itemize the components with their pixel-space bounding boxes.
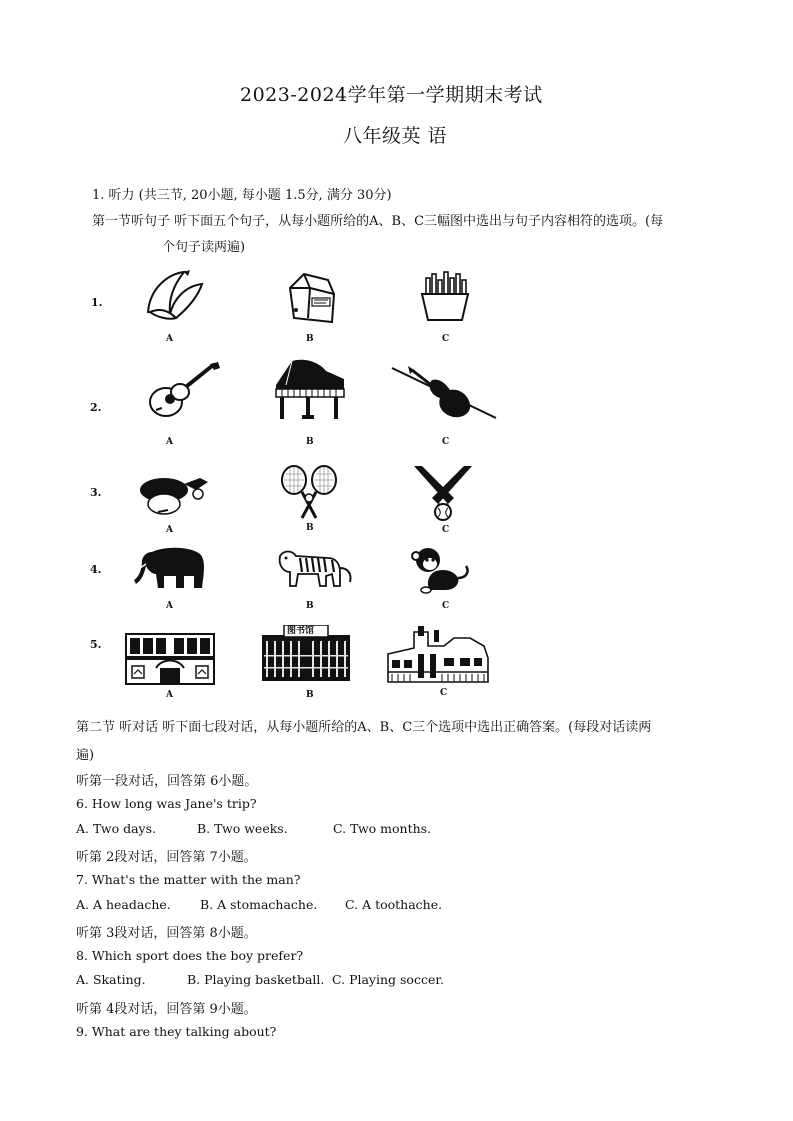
option-letter: C	[442, 601, 450, 611]
dialogue-prompt: 听第 4段对话，回答第 9小题。	[76, 1002, 257, 1017]
option-letter: C	[440, 688, 448, 698]
option-letter: B	[306, 523, 314, 533]
elephant-icon[interactable]	[132, 544, 208, 590]
answer-option-a[interactable]: A. A headache.	[76, 897, 171, 912]
answer-option-a[interactable]: A. Two days.	[76, 821, 156, 836]
question-number: 3.	[90, 486, 102, 499]
answer-option-b[interactable]: B. Two weeks.	[197, 821, 288, 836]
baseball-bats-icon[interactable]	[408, 462, 478, 522]
section1-instruction: 第一节听句子 听下面五个句子，从每小题所给的A、B、C三幅图中选出与句子内容相符的选项。(每	[92, 214, 664, 229]
library-icon[interactable]	[260, 625, 352, 683]
question-text: 8. Which sport does the boy prefer?	[76, 948, 304, 963]
answer-option-c[interactable]: C. Two months.	[333, 821, 432, 836]
dialogue-prompt: 听第 3段对话，回答第 8小题。	[76, 926, 257, 941]
answer-option-c[interactable]: C. Playing soccer.	[332, 972, 444, 987]
option-letter: A	[166, 525, 173, 535]
library-sign-text: 图书馆	[287, 626, 315, 636]
answer-option-b[interactable]: B. A stomachache.	[200, 897, 318, 912]
question-text: 9. What are they talking about?	[76, 1024, 277, 1039]
option-letter: B	[306, 334, 314, 344]
option-letter: C	[442, 437, 450, 447]
question-text: 6. How long was Jane's trip?	[76, 796, 257, 811]
section1-instruction-cont: 个句子读两遍)	[162, 240, 246, 255]
section1-heading: 1. 听力 (共三节, 20小题, 每小题 1.5分, 满分 30分)	[92, 188, 392, 203]
dialogue-prompt: 听第 2段对话，回答第 7小题。	[76, 850, 257, 865]
tiger-icon[interactable]	[270, 546, 354, 590]
supermarket-icon[interactable]	[124, 630, 216, 686]
monkey-icon[interactable]	[408, 544, 474, 594]
tennis-rackets-icon[interactable]	[276, 464, 342, 522]
ping-pong-icon[interactable]	[138, 472, 212, 516]
violin-icon[interactable]	[388, 360, 504, 426]
exam-subtitle: 八年级英 语	[343, 125, 448, 147]
dialogue-prompt: 听第一段对话，回答第 6小题。	[76, 774, 258, 789]
banana-icon[interactable]	[140, 268, 210, 324]
section2-instruction-cont: 遍)	[76, 748, 95, 763]
french-fries-icon[interactable]	[418, 270, 472, 324]
factory-icon[interactable]	[384, 624, 490, 684]
answer-option-c[interactable]: C. A toothache.	[345, 897, 443, 912]
answer-option-a[interactable]: A. Skating.	[76, 972, 146, 987]
option-letter: A	[166, 334, 173, 344]
guitar-icon[interactable]	[146, 362, 222, 420]
option-letter: B	[306, 601, 314, 611]
option-letter: C	[442, 334, 450, 344]
question-number: 2.	[90, 401, 102, 414]
option-letter: C	[442, 525, 450, 535]
milk-carton-icon[interactable]	[284, 268, 340, 326]
option-letter: B	[306, 690, 314, 700]
section2-instruction: 第二节 听对话 听下面七段对话，从每小题所给的A、B、C三个选项中选出正确答案。(每段对话读两	[76, 720, 652, 735]
option-letter: A	[166, 601, 173, 611]
option-letter: B	[306, 437, 314, 447]
question-number: 1.	[91, 296, 103, 309]
question-number: 4.	[90, 563, 102, 576]
answer-option-b[interactable]: B. Playing basketball.	[187, 972, 325, 987]
option-letter: A	[166, 437, 173, 447]
option-letter: A	[166, 690, 173, 700]
exam-title: 2023-2024学年第一学期期末考试	[240, 84, 543, 106]
question-number: 5.	[90, 638, 102, 651]
piano-icon[interactable]	[272, 355, 348, 423]
question-text: 7. What's the matter with the man?	[76, 872, 301, 887]
